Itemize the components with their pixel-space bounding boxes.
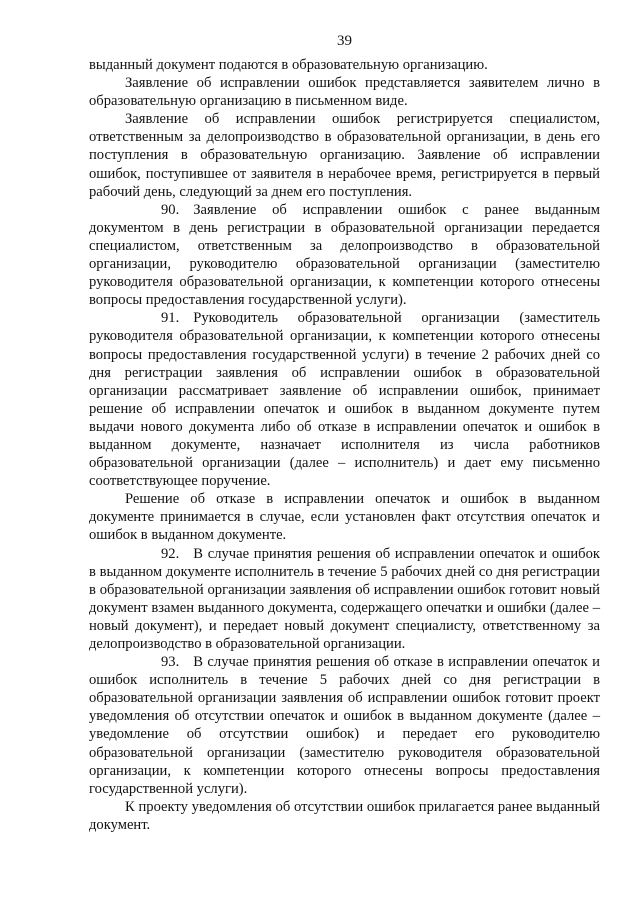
numbered-paragraph bbox=[89, 653, 600, 798]
paragraph bbox=[89, 56, 600, 74]
numbered-paragraph bbox=[89, 309, 600, 490]
paragraph bbox=[89, 110, 600, 200]
paragraph-text: выданный документ подаются в образовательную организацию. bbox=[89, 57, 488, 73]
paragraph-text: Решение об отказе в исправлении опечаток и ошибок в выданном документе принимается в случае, если установлен факт отсутствия опечаток и ошибок в выданном документе. bbox=[89, 491, 600, 544]
paragraph-number: 90. bbox=[161, 201, 180, 218]
paragraph-text: В случае принятия решения об отказе в исправлении опечаток и ошибок исполнитель в течение 5 рабочих дней со дня регистрации в образовательной организации заявления об исправлении ошибок готовит проект уведомления об отсутствии опечаток и ошибок в выданном документе (далее – уведомление об отсутствии ошибок) и передает его руководителю образовательной организации (заместителю руководителя образовательной организации, к компетенции которого отнесены вопросы предоставления государственной услуги). bbox=[89, 654, 600, 797]
paragraph-number: 91. bbox=[161, 310, 180, 327]
paragraph-text: Заявление об исправлении ошибок представляется заявителем лично в образовательную организацию в письменном виде. bbox=[89, 75, 600, 110]
paragraph-number: 92. bbox=[161, 545, 180, 562]
paragraph bbox=[89, 798, 600, 834]
paragraph-text: Заявление об исправлении ошибок регистрируется специалистом, ответственным за делопроизводство в образовательной организации, в день его поступления в образовательную организацию. Заявление об исправлении ошибок, поступившее от заявителя в нерабочее время, регистрируется в первый рабочий день, следующий за днем его поступления. bbox=[89, 111, 600, 200]
paragraph-text: Заявление об исправлении ошибок с ранее выданным документом в день регистрации в образовательной организации передается специалистом, ответственным за делопроизводство в образовательной организации, руководителю образовательной организации (заместителю руководителя образовательной организации, к компетенции которого отнесены вопросы предоставления государственной услуги). bbox=[89, 201, 600, 309]
numbered-paragraph bbox=[89, 545, 600, 654]
document-body bbox=[89, 56, 600, 834]
paragraph bbox=[89, 74, 600, 110]
paragraph-text: К проекту уведомления об отсутствии ошибок прилагается ранее выданный документ. bbox=[89, 798, 600, 833]
paragraph-number: 93. bbox=[161, 654, 180, 671]
paragraph-text: Руководитель образовательной организации (заместитель руководителя образовательной организации, к компетенции которого отнесены вопросы предоставления государственной услуги) в течение 2 рабочих дней со дня регистрации заявления об исправлении ошибок в образовательной организации рассматривает заявление об исправлении ошибок, принимает решение об исправлении опечаток и ошибок в выданном документе путем выдачи нового документа либо об отказе в исправлении опечаток и ошибок в выданном документе, назначает исполнителя из числа работников образовательной организации (далее – исполнитель) и дает ему письменно соответствующее поручение. bbox=[89, 310, 600, 490]
paragraph-text: В случае принятия решения об исправлении опечаток и ошибок в выданном документе исполнитель в течение 5 рабочих дней со дня регистрации в образовательной организации заявления об исправлении ошибок готовит новый документ взамен выданного документа, содержащего опечатки и ошибки (далее – новый документ), и передает новый документ специалисту, ответственному за делопроизводство в образовательной организации. bbox=[89, 545, 600, 652]
numbered-paragraph bbox=[89, 201, 600, 310]
paragraph bbox=[89, 490, 600, 544]
page-number: 39 bbox=[337, 33, 352, 49]
